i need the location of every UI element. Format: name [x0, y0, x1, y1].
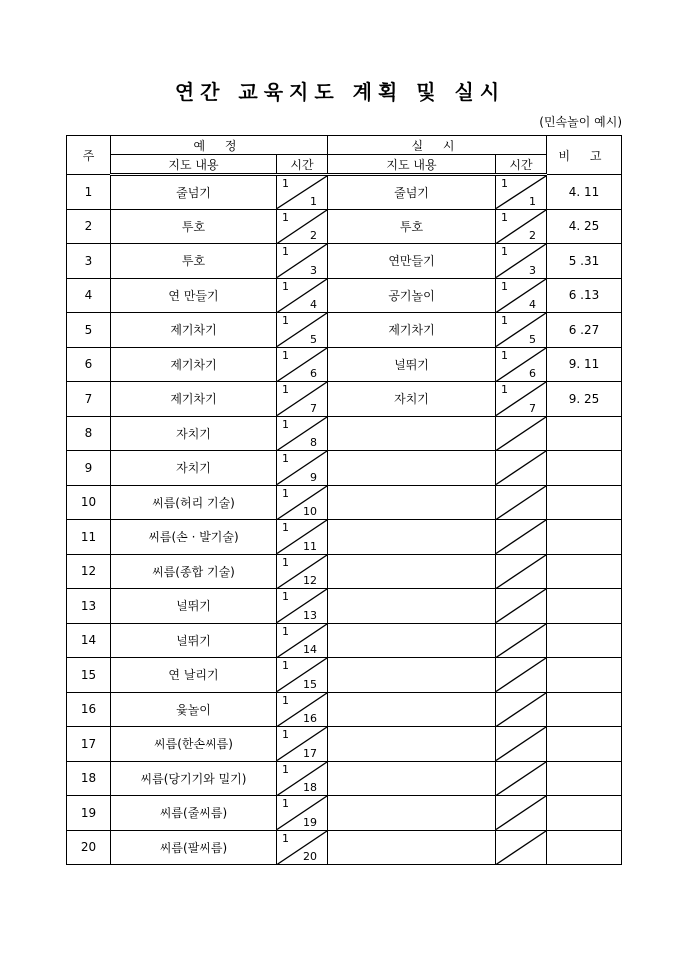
- table-row: [67, 692, 622, 727]
- note-cell: [547, 796, 622, 831]
- plan-time-top: 1: [282, 314, 289, 327]
- table-row: [67, 313, 622, 348]
- actual-time-cell: [496, 278, 547, 313]
- header-plan: 예 정: [111, 136, 328, 155]
- diagonal-slash-icon: [496, 831, 546, 865]
- diagonal-slash-icon: [496, 658, 546, 692]
- actual-content: 널뛰기: [328, 347, 496, 382]
- actual-time-top: 1: [501, 279, 508, 293]
- note-cell: 6 .13: [547, 278, 622, 313]
- plan-content: 제기차기: [111, 347, 277, 382]
- table-row: [67, 658, 622, 693]
- plan-time-cell: [277, 589, 328, 624]
- plan-time-cell: [277, 692, 328, 727]
- plan-content: 씨름(줄씨름): [111, 796, 277, 831]
- plan-content: 씨름(당기기와 밀기): [111, 761, 277, 796]
- actual-time-cell: [496, 209, 547, 244]
- plan-time-top: 1: [282, 383, 289, 396]
- actual-time-cell: [496, 451, 547, 486]
- plan-content: 연 날리기: [111, 658, 277, 693]
- note-cell: 4. 11: [547, 175, 622, 210]
- table-row: [67, 209, 622, 244]
- plan-time-cell: [277, 209, 328, 244]
- actual-time-cell: [496, 313, 547, 348]
- note-cell: [547, 727, 622, 762]
- week-number: 18: [67, 761, 111, 796]
- note-cell: 6 .27: [547, 313, 622, 348]
- actual-content: 공기놀이: [328, 278, 496, 313]
- plan-time-top: 1: [282, 245, 289, 258]
- actual-content: [328, 451, 496, 486]
- plan-content: 투호: [111, 244, 277, 279]
- actual-time-cell: [496, 382, 547, 417]
- plan-time-cell: [277, 278, 328, 313]
- plan-content: 씨름(팔씨름): [111, 830, 277, 865]
- actual-content: [328, 761, 496, 796]
- diagonal-slash-icon: [496, 727, 546, 761]
- actual-time-bottom: 6: [529, 367, 536, 380]
- week-number: 4: [67, 278, 111, 313]
- plan-time-cell: [277, 658, 328, 693]
- actual-content: 자치기: [328, 382, 496, 417]
- note-cell: [547, 830, 622, 865]
- plan-time-cell: [277, 175, 328, 210]
- actual-time-cell: [496, 175, 547, 210]
- actual-content: 제기차기: [328, 313, 496, 348]
- actual-time-top: 1: [501, 177, 508, 190]
- actual-content: [328, 623, 496, 658]
- plan-time-top: 1: [282, 279, 289, 293]
- plan-time-bottom: 18: [303, 781, 317, 794]
- plan-time-bottom: 16: [303, 712, 317, 725]
- table-row: [67, 278, 622, 313]
- diagonal-slash-icon: [496, 796, 546, 830]
- plan-time-cell: [277, 727, 328, 762]
- plan-time-bottom: 3: [310, 263, 317, 277]
- note-cell: [547, 520, 622, 555]
- plan-time-cell: [277, 761, 328, 796]
- actual-content: [328, 554, 496, 589]
- plan-content: 널뛰기: [111, 623, 277, 658]
- note-cell: [547, 761, 622, 796]
- plan-time-bottom: 20: [303, 850, 317, 863]
- plan-content: 제기차기: [111, 382, 277, 417]
- note-cell: [547, 589, 622, 624]
- plan-time-cell: [277, 382, 328, 417]
- diagonal-slash-icon: [496, 624, 546, 658]
- note-cell: [547, 658, 622, 693]
- plan-content: 제기차기: [111, 313, 277, 348]
- plan-content: 윷놀이: [111, 692, 277, 727]
- plan-time-bottom: 1: [310, 194, 317, 208]
- actual-time-cell: [496, 658, 547, 693]
- plan-content: 씨름(손 · 발기술): [111, 520, 277, 555]
- plan-time-bottom: 15: [303, 677, 317, 691]
- plan-time-bottom: 6: [310, 367, 317, 380]
- plan-content: 연 만들기: [111, 278, 277, 313]
- page-subtitle: (민속놀이 예시): [539, 115, 622, 129]
- actual-time-cell: [496, 554, 547, 589]
- plan-content: 투호: [111, 209, 277, 244]
- table-row: [67, 761, 622, 796]
- note-cell: 5 .31: [547, 244, 622, 279]
- plan-content: 씨름(한손씨름): [111, 727, 277, 762]
- week-number: 6: [67, 347, 111, 382]
- week-number: 14: [67, 623, 111, 658]
- actual-time-top: 1: [501, 383, 508, 396]
- plan-time-bottom: 7: [310, 401, 317, 415]
- actual-time-bottom: 7: [529, 401, 536, 415]
- table-row: [67, 727, 622, 762]
- plan-time-cell: [277, 244, 328, 279]
- note-cell: [547, 692, 622, 727]
- actual-time-cell: [496, 761, 547, 796]
- actual-time-cell: [496, 830, 547, 865]
- plan-time-bottom: 9: [310, 470, 317, 484]
- plan-time-top: 1: [282, 417, 289, 431]
- actual-time-top: 1: [501, 314, 508, 327]
- table-body: [67, 175, 622, 865]
- actual-time-cell: [496, 416, 547, 451]
- table-row: [67, 554, 622, 589]
- actual-content: [328, 830, 496, 865]
- actual-time-top: 1: [501, 245, 508, 258]
- table-row: [67, 347, 622, 382]
- week-number: 19: [67, 796, 111, 831]
- actual-time-bottom: 3: [529, 263, 536, 277]
- week-number: 12: [67, 554, 111, 589]
- header-plan-content: 지도 내용: [111, 155, 277, 175]
- week-number: 3: [67, 244, 111, 279]
- table-row: [67, 416, 622, 451]
- actual-time-top: 1: [501, 348, 508, 362]
- plan-time-bottom: 2: [310, 229, 317, 242]
- plan-time-bottom: 13: [303, 608, 317, 622]
- week-number: 13: [67, 589, 111, 624]
- plan-time-top: 1: [282, 348, 289, 362]
- actual-content: [328, 796, 496, 831]
- page-title: 연간 교육지도 계획 및 실시: [174, 80, 506, 104]
- plan-time-top: 1: [282, 210, 289, 224]
- note-cell: [547, 485, 622, 520]
- plan-time-top: 1: [282, 831, 289, 845]
- actual-content: [328, 658, 496, 693]
- plan-time-cell: [277, 830, 328, 865]
- header-actual: 실 시: [328, 136, 547, 155]
- plan-content: 씨름(종합 기술): [111, 554, 277, 589]
- table-row: [67, 830, 622, 865]
- actual-time-bottom: 4: [529, 298, 536, 311]
- table-row: [67, 451, 622, 486]
- header-plan-time: 시간: [277, 155, 328, 175]
- actual-time-cell: [496, 485, 547, 520]
- actual-time-cell: [496, 623, 547, 658]
- diagonal-slash-icon: [496, 589, 546, 623]
- plan-content: 널뛰기: [111, 589, 277, 624]
- plan-time-cell: [277, 554, 328, 589]
- actual-content: 투호: [328, 209, 496, 244]
- plan-time-bottom: 14: [303, 643, 317, 656]
- week-number: 5: [67, 313, 111, 348]
- diagonal-slash-icon: [496, 762, 546, 796]
- plan-time-top: 1: [282, 590, 289, 603]
- week-number: 16: [67, 692, 111, 727]
- actual-content: [328, 727, 496, 762]
- plan-time-cell: [277, 451, 328, 486]
- plan-time-top: 1: [282, 797, 289, 810]
- table-row: [67, 520, 622, 555]
- plan-time-bottom: 11: [303, 539, 317, 553]
- plan-time-cell: [277, 520, 328, 555]
- note-cell: 4. 25: [547, 209, 622, 244]
- table-row: [67, 623, 622, 658]
- plan-time-top: 1: [282, 624, 289, 638]
- actual-time-cell: [496, 796, 547, 831]
- plan-time-cell: [277, 623, 328, 658]
- actual-time-cell: [496, 589, 547, 624]
- week-number: 11: [67, 520, 111, 555]
- week-number: 9: [67, 451, 111, 486]
- table-row: [67, 589, 622, 624]
- note-cell: 9. 11: [547, 347, 622, 382]
- plan-content: 자치기: [111, 416, 277, 451]
- actual-time-cell: [496, 692, 547, 727]
- plan-time-top: 1: [282, 762, 289, 776]
- plan-time-top: 1: [282, 452, 289, 465]
- plan-time-cell: [277, 416, 328, 451]
- note-cell: [547, 416, 622, 451]
- plan-time-top: 1: [282, 521, 289, 534]
- actual-time-bottom: 5: [529, 332, 536, 346]
- actual-content: [328, 520, 496, 555]
- week-number: 20: [67, 830, 111, 865]
- actual-content: [328, 485, 496, 520]
- plan-time-cell: [277, 796, 328, 831]
- week-number: 17: [67, 727, 111, 762]
- plan-time-top: 1: [282, 555, 289, 569]
- week-number: 2: [67, 209, 111, 244]
- table-row: [67, 244, 622, 279]
- plan-table: [66, 135, 622, 865]
- actual-time-cell: [496, 727, 547, 762]
- week-number: 1: [67, 175, 111, 210]
- actual-time-bottom: 1: [529, 194, 536, 208]
- plan-time-top: 1: [282, 693, 289, 707]
- diagonal-slash-icon: [496, 486, 546, 520]
- table-row: [67, 175, 622, 210]
- table-row: [67, 382, 622, 417]
- week-number: 15: [67, 658, 111, 693]
- plan-time-bottom: 12: [303, 574, 317, 587]
- plan-time-bottom: 5: [310, 332, 317, 346]
- header-actual-content: 지도 내용: [328, 155, 496, 175]
- actual-time-cell: [496, 347, 547, 382]
- plan-content: 줄넘기: [111, 175, 277, 210]
- actual-content: [328, 416, 496, 451]
- diagonal-slash-icon: [496, 520, 546, 554]
- actual-content: [328, 589, 496, 624]
- actual-time-cell: [496, 244, 547, 279]
- diagonal-slash-icon: [496, 451, 546, 485]
- actual-time-bottom: 2: [529, 229, 536, 242]
- plan-time-cell: [277, 313, 328, 348]
- plan-time-bottom: 19: [303, 815, 317, 829]
- actual-time-top: 1: [501, 210, 508, 224]
- actual-content: 연만들기: [328, 244, 496, 279]
- note-cell: 9. 25: [547, 382, 622, 417]
- header-note: 비 고: [547, 136, 622, 175]
- plan-time-top: 1: [282, 486, 289, 500]
- plan-content: 씨름(허리 기술): [111, 485, 277, 520]
- diagonal-slash-icon: [496, 693, 546, 727]
- plan-time-top: 1: [282, 177, 289, 190]
- plan-content: 자치기: [111, 451, 277, 486]
- plan-time-cell: [277, 485, 328, 520]
- table-row: [67, 796, 622, 831]
- diagonal-slash-icon: [496, 555, 546, 589]
- week-number: 7: [67, 382, 111, 417]
- plan-time-cell: [277, 347, 328, 382]
- plan-time-bottom: 8: [310, 436, 317, 449]
- plan-time-bottom: 10: [303, 505, 317, 518]
- header-actual-time: 시간: [496, 155, 547, 175]
- plan-time-top: 1: [282, 659, 289, 672]
- table-header: [67, 136, 622, 175]
- table-row: [67, 485, 622, 520]
- week-number: 8: [67, 416, 111, 451]
- plan-time-bottom: 17: [303, 746, 317, 760]
- plan-time-top: 1: [282, 728, 289, 741]
- diagonal-slash-icon: [496, 417, 546, 451]
- actual-content: [328, 692, 496, 727]
- note-cell: [547, 623, 622, 658]
- header-week: 주: [67, 136, 111, 175]
- actual-time-cell: [496, 520, 547, 555]
- note-cell: [547, 451, 622, 486]
- week-number: 10: [67, 485, 111, 520]
- actual-content: 줄넘기: [328, 175, 496, 210]
- plan-time-bottom: 4: [310, 298, 317, 311]
- note-cell: [547, 554, 622, 589]
